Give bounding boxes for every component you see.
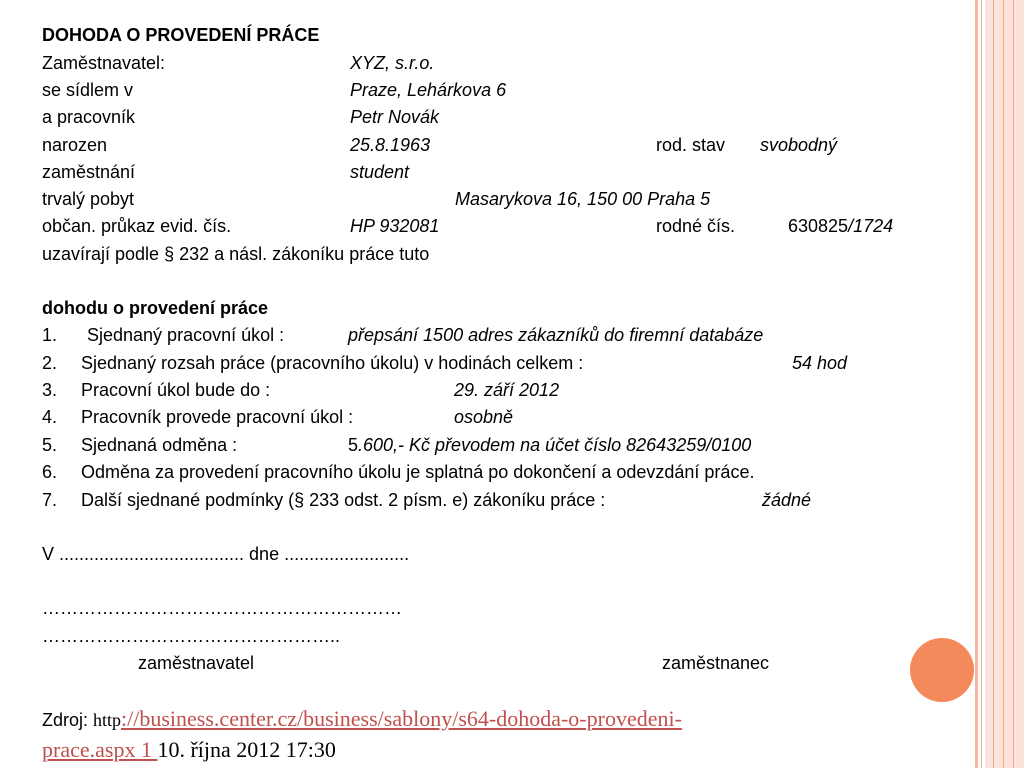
item-2-number: 2. [42, 353, 58, 373]
item-2-value: 54 hod [792, 353, 848, 373]
decor-stripe-band [985, 0, 1024, 768]
decor-stripe [993, 0, 994, 768]
item-6-label: Odměna za provedení pracovního úkolu je splatná po dokončení a odevzdání práce. [81, 462, 755, 482]
marital-status-value: svobodný [760, 135, 838, 155]
born-value: 25.8.1963 [350, 135, 431, 155]
item-2-label: Sjednaný rozsah práce (pracovního úkolu) v hodinách celkem : [81, 353, 584, 373]
source-label: Zdroj: [42, 710, 94, 730]
place-date-line: V ..................................... dne ......................... [42, 544, 410, 564]
id-card-label: občan. průkaz evid. čís. [42, 216, 232, 236]
source-line-2 [42, 739, 336, 762]
item-5-label: Sjednaná odměna : [81, 435, 238, 455]
item-1-value: přepsání 1500 adres zákazníků do firemní databáze [348, 325, 764, 345]
decor-circle [910, 638, 974, 702]
item-7-label: Další sjednané podmínky (§ 233 odst. 2 písm. e) zákoníku práce : [81, 490, 606, 510]
agree-line: uzavírají podle § 232 a násl. zákoníku práce tuto [42, 244, 430, 264]
signature-label-employer: zaměstnavatel [138, 653, 255, 673]
item-7-value: žádné [762, 490, 812, 510]
item-5-value-italic: .600,- Kč převodem na účet číslo 82643259/0100 [358, 435, 752, 455]
birth-number-value [788, 215, 893, 237]
source-date: 10. října 2012 17:30 [157, 737, 336, 762]
decor-stripe [1003, 0, 1004, 768]
birth-number-label: rodné čís. [656, 216, 736, 236]
marital-status-label: rod. stav [656, 135, 726, 155]
source-link[interactable]: ://business.center.cz/business/sablony/s64-dohoda-o-provedeni- [121, 706, 682, 731]
occupation-label: zaměstnání [42, 162, 136, 182]
signature-line-employee: ………………………………………….. [42, 626, 341, 646]
seat-value: Praze, Lehárkova 6 [350, 80, 507, 100]
decor-stripe [981, 0, 982, 768]
item-1-number: 1. [42, 325, 58, 345]
seat-label: se sídlem v [42, 80, 134, 100]
item-4-label: Pracovník provede pracovní úkol : [81, 407, 354, 427]
item-6-number: 6. [42, 462, 58, 482]
agreement-subtitle: dohodu o provedení práce [42, 298, 269, 318]
residence-label: trvalý pobyt [42, 189, 135, 209]
item-1-label: Sjednaný pracovní úkol : [87, 325, 285, 345]
item-3-label: Pracovní úkol bude do : [81, 380, 271, 400]
item-3-number: 3. [42, 380, 58, 400]
source-line-1 [42, 708, 682, 731]
employer-value: XYZ, s.r.o. [350, 53, 435, 73]
source-http: http [93, 710, 122, 730]
signature-line-employer: …………………………………………………… [42, 598, 402, 618]
item-4-number: 4. [42, 407, 58, 427]
item-7-number: 7. [42, 490, 58, 510]
item-5-value-plain: 5 [348, 435, 359, 455]
occupation-value: student [350, 162, 410, 182]
birth-number-prefix: 630825 [788, 216, 849, 236]
birth-number-suffix: /1724 [848, 216, 894, 236]
document-title: DOHODA O PROVEDENÍ PRÁCE [42, 25, 320, 45]
born-label: narozen [42, 135, 108, 155]
source-link-continued[interactable]: prace.aspx 1 [42, 737, 158, 762]
employer-label: Zaměstnavatel: [42, 53, 166, 73]
worker-value: Petr Novák [350, 107, 440, 127]
decor-stripe [975, 0, 978, 768]
decor-stripe [1013, 0, 1014, 768]
worker-label: a pracovník [42, 107, 136, 127]
item-3-value: 29. září 2012 [454, 380, 560, 400]
item-5-number: 5. [42, 435, 58, 455]
residence-value: Masarykova 16, 150 00 Praha 5 [455, 189, 711, 209]
signature-label-employee: zaměstnanec [662, 653, 770, 673]
item-5-value [348, 434, 751, 456]
item-4-value: osobně [454, 407, 514, 427]
id-card-value: HP 932081 [350, 216, 440, 236]
